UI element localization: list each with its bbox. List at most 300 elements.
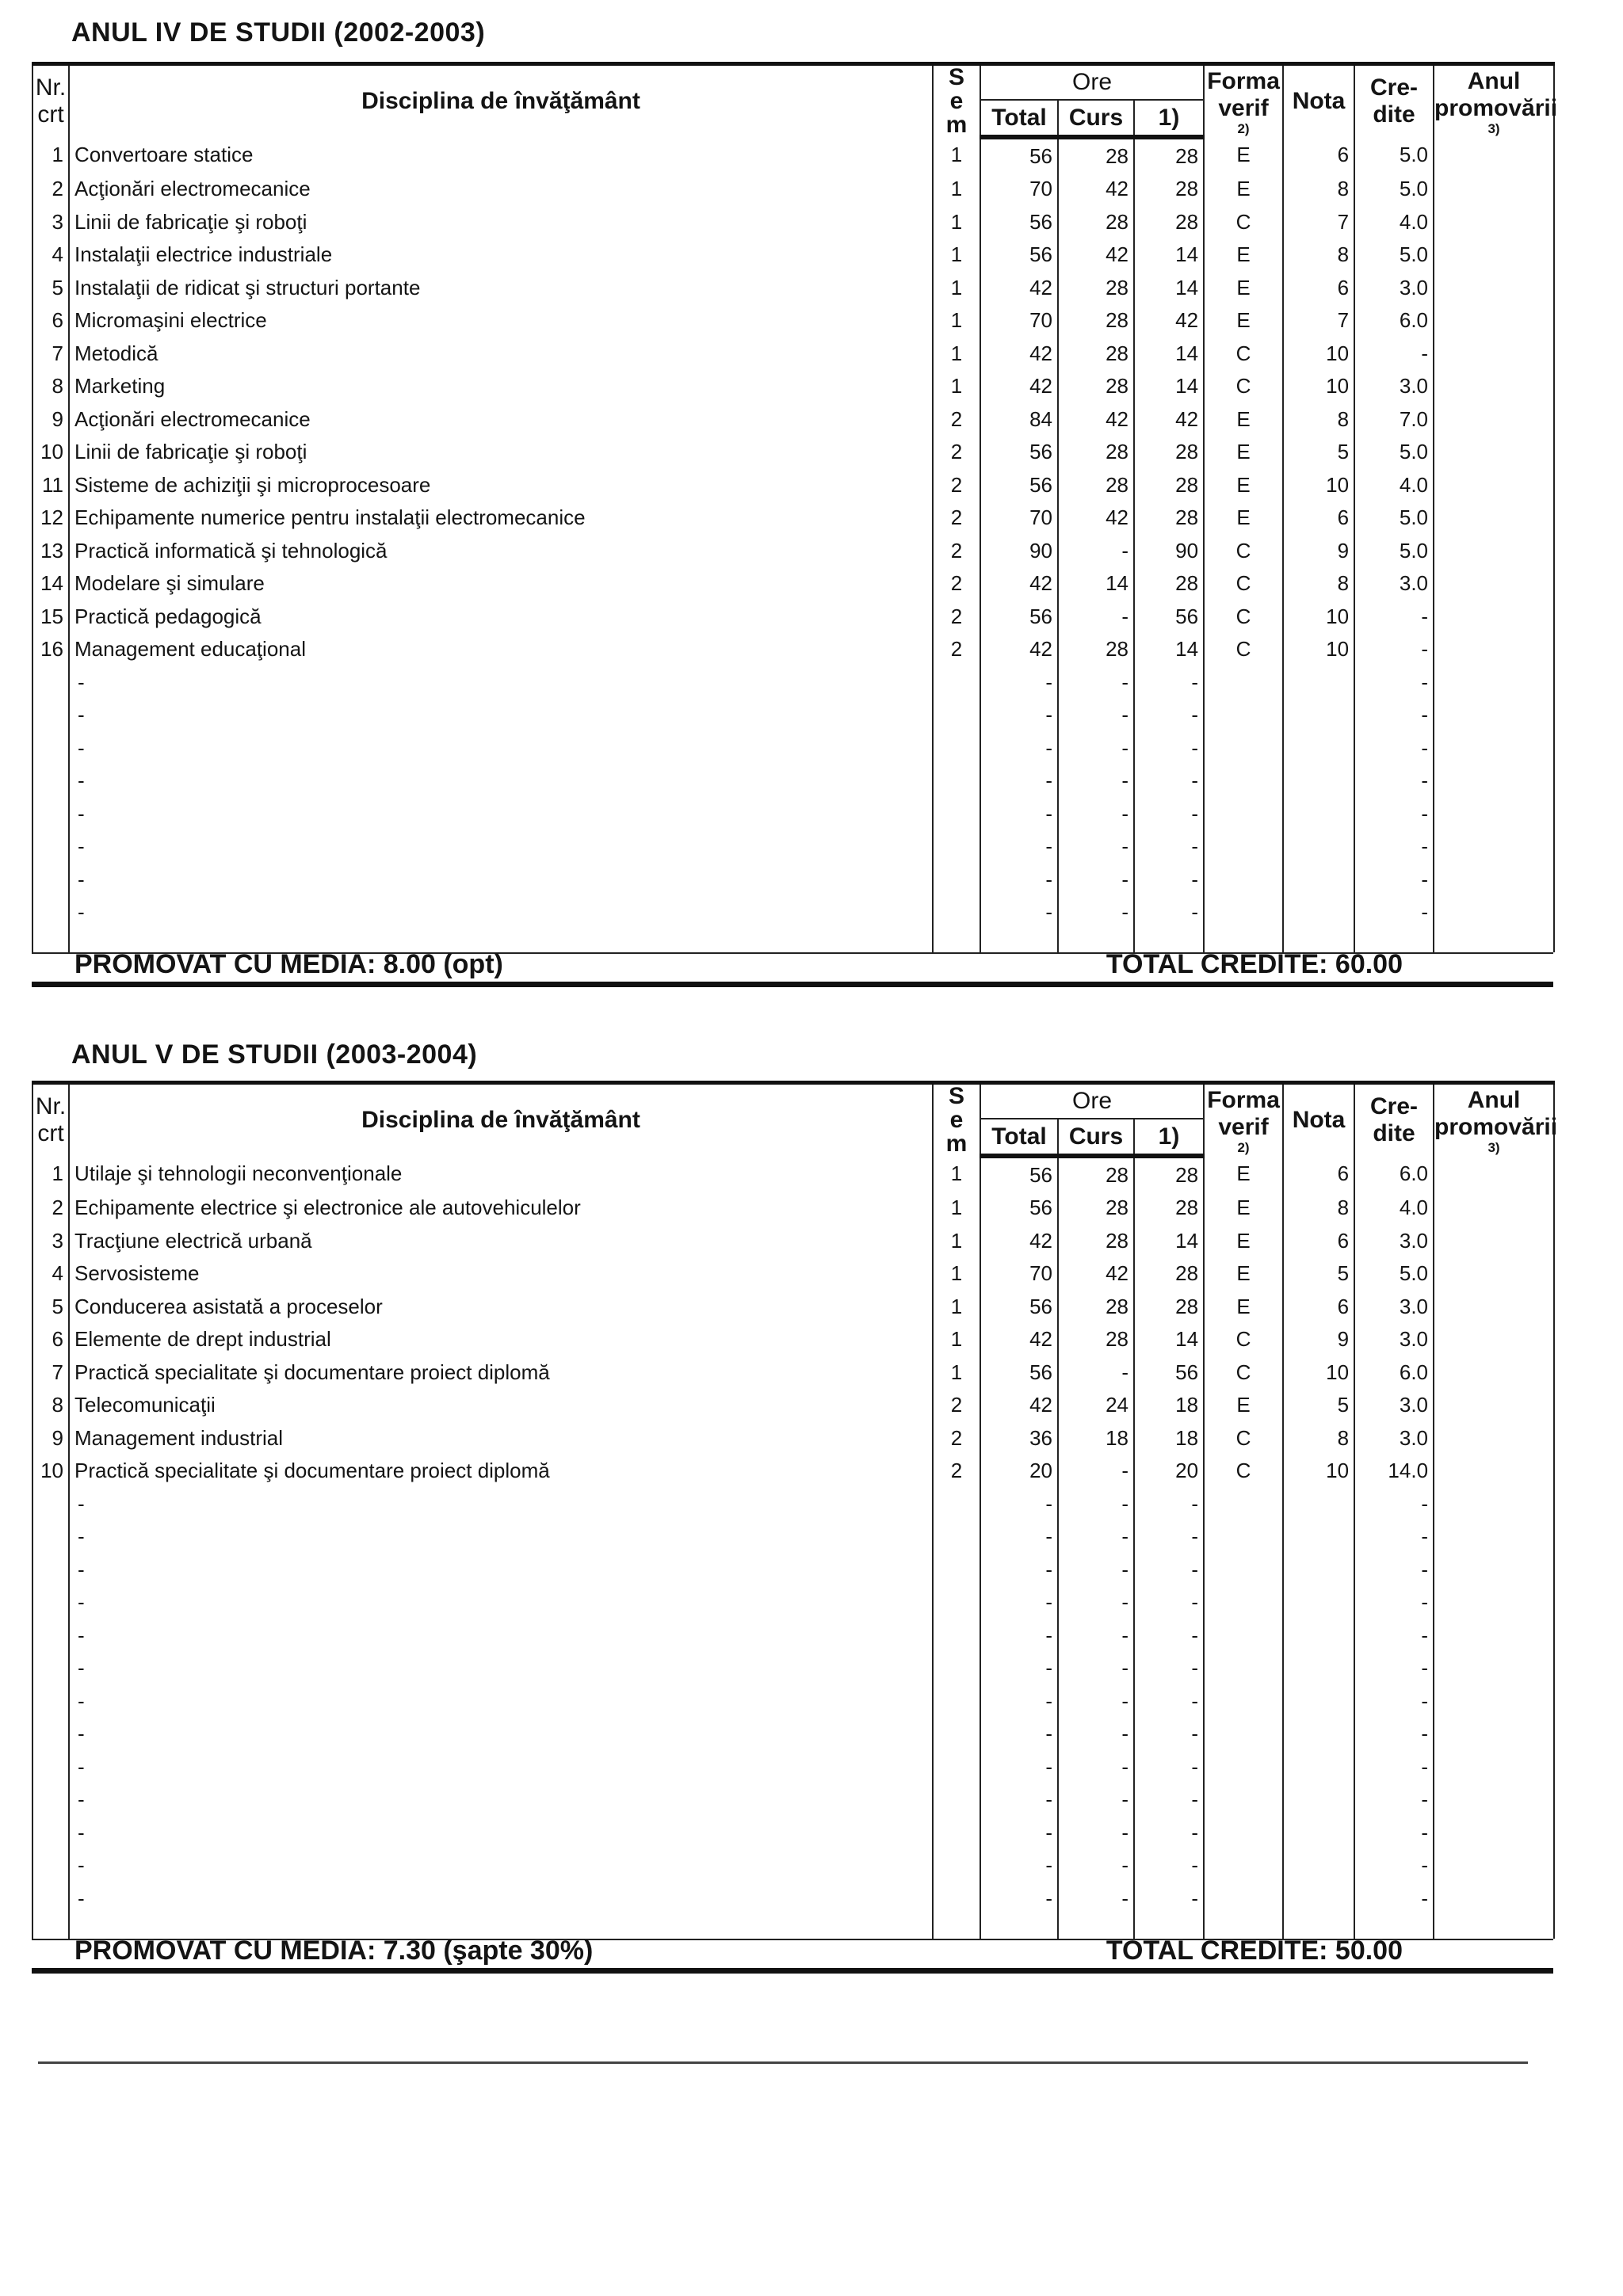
cell-forma (1204, 1750, 1283, 1783)
cell-nota: 6 (1283, 1290, 1354, 1323)
cell-forma: C (1204, 1323, 1283, 1356)
cell-forma: E (1204, 1192, 1283, 1225)
cell-total: 70 (980, 304, 1058, 338)
table-row (32, 1421, 1554, 1455)
cell-nr: 6 (32, 304, 69, 338)
year-title: ANUL IV DE STUDII (2002-2003) (71, 17, 486, 48)
cell-forma (1204, 863, 1283, 896)
cell-forma (1204, 896, 1283, 929)
table-row (32, 633, 1554, 666)
cell-forma (1204, 1684, 1283, 1718)
cell-nr (32, 1520, 69, 1554)
cell-credite: - (1354, 600, 1434, 633)
cell-credite: 6.0 (1354, 304, 1434, 338)
cell-total: 56 (980, 436, 1058, 469)
cell-disciplina: Acţionări electromecanice (69, 402, 933, 436)
cell-curs: - (1058, 1849, 1134, 1882)
cell-disciplina: Micromaşini electrice (69, 304, 933, 338)
cell-nr: 6 (32, 1323, 69, 1356)
cell-sem (933, 830, 980, 864)
cell-nr: 16 (32, 633, 69, 666)
cell-credite: 5.0 (1354, 436, 1434, 469)
cell-curs: 14 (1058, 567, 1134, 601)
cell-disciplina: - (69, 1783, 933, 1817)
cell-curs: - (1058, 731, 1134, 765)
cell-curs: - (1058, 1750, 1134, 1783)
cell-total: 70 (980, 173, 1058, 206)
cell-anul (1434, 1224, 1554, 1257)
cell-disciplina: Elemente de drept industrial (69, 1323, 933, 1356)
cell-total: - (980, 1553, 1058, 1586)
cell-sem: 1 (933, 304, 980, 338)
cell-curs: - (1058, 600, 1134, 633)
table-row (32, 436, 1554, 469)
table-row (32, 1816, 1554, 1849)
ore-header: Ore (980, 1083, 1204, 1119)
cell-nr: 1 (32, 137, 69, 173)
cell-forma: C (1204, 1455, 1283, 1488)
cell-curs: 42 (1058, 1257, 1134, 1291)
cell-nota (1283, 1849, 1354, 1882)
cell-anul (1434, 1849, 1554, 1882)
table-row (32, 137, 1554, 173)
cell-col1: - (1134, 1619, 1204, 1652)
cell-credite: 3.0 (1354, 1323, 1434, 1356)
cell-disciplina: Echipamente numerice pentru instalaţii electromecanice (69, 502, 933, 535)
cell-col1: 42 (1134, 304, 1204, 338)
cell-col1: 18 (1134, 1421, 1204, 1455)
cell-disciplina: Management industrial (69, 1421, 933, 1455)
cell-sem (933, 1652, 980, 1685)
table-row (32, 1718, 1554, 1751)
cell-curs: - (1058, 863, 1134, 896)
cell-total: - (980, 731, 1058, 765)
cell-curs: 28 (1058, 304, 1134, 338)
cell-anul (1434, 370, 1554, 403)
cell-disciplina: - (69, 666, 933, 699)
cell-disciplina: - (69, 1553, 933, 1586)
cell-col1: - (1134, 1553, 1204, 1586)
cell-disciplina: Metodică (69, 337, 933, 370)
table-row (32, 1684, 1554, 1718)
cell-total: 42 (980, 1323, 1058, 1356)
cell-credite: - (1354, 1849, 1434, 1882)
cell-col1: 56 (1134, 600, 1204, 633)
cell-forma (1204, 1586, 1283, 1619)
cell-total: - (980, 1816, 1058, 1849)
cell-curs: 28 (1058, 633, 1134, 666)
cell-sem (933, 1816, 980, 1849)
cell-credite: - (1354, 337, 1434, 370)
summary-bar (32, 949, 1553, 987)
cell-total: 56 (980, 600, 1058, 633)
grades-table (32, 62, 1558, 952)
cell-credite: 5.0 (1354, 137, 1434, 173)
cell-credite: - (1354, 1816, 1434, 1849)
cell-total: 42 (980, 1389, 1058, 1422)
cell-forma: E (1204, 502, 1283, 535)
cell-anul (1434, 1718, 1554, 1751)
anul-promovarii-header: Anul promovării 3) (1434, 64, 1554, 138)
cell-nr: 7 (32, 337, 69, 370)
cell-nr: 3 (32, 205, 69, 238)
cell-total: 56 (980, 1192, 1058, 1225)
cell-sem: 1 (933, 337, 980, 370)
nr-header: Nr. crt (32, 1083, 69, 1157)
cell-nota: 6 (1283, 137, 1354, 173)
cell-total: 42 (980, 1224, 1058, 1257)
nr-header: Nr. crt (32, 64, 69, 138)
cell-nota (1283, 666, 1354, 699)
cell-nota (1283, 699, 1354, 732)
cell-forma: C (1204, 1421, 1283, 1455)
cell-credite: 6.0 (1354, 1356, 1434, 1389)
cell-col1: - (1134, 830, 1204, 864)
cell-credite: - (1354, 1750, 1434, 1783)
cell-anul (1434, 1389, 1554, 1422)
cell-anul (1434, 731, 1554, 765)
cell-curs: 28 (1058, 1224, 1134, 1257)
cell-nr: 15 (32, 600, 69, 633)
cell-nr: 2 (32, 173, 69, 206)
cell-nota: 8 (1283, 238, 1354, 272)
cell-credite: - (1354, 797, 1434, 830)
cell-total: 90 (980, 534, 1058, 567)
cell-anul (1434, 797, 1554, 830)
cell-sem: 2 (933, 534, 980, 567)
sem-header: S e m (933, 64, 980, 138)
cell-nr: 4 (32, 1257, 69, 1291)
cell-credite: 3.0 (1354, 1290, 1434, 1323)
cell-credite: 3.0 (1354, 1224, 1434, 1257)
cell-sem (933, 863, 980, 896)
cell-anul (1434, 1816, 1554, 1849)
cell-col1: 28 (1134, 502, 1204, 535)
cell-nota: 8 (1283, 1192, 1354, 1225)
cell-nr (32, 1684, 69, 1718)
cell-anul (1434, 1520, 1554, 1554)
table-row (32, 1849, 1554, 1882)
cell-sem: 1 (933, 1257, 980, 1291)
table-row (32, 502, 1554, 535)
cell-col1: - (1134, 1783, 1204, 1817)
cell-credite: - (1354, 1652, 1434, 1685)
cell-nota: 9 (1283, 534, 1354, 567)
cell-col1: 90 (1134, 534, 1204, 567)
cell-disciplina: Echipamente electrice şi electronice ale autovehiculelor (69, 1192, 933, 1225)
cell-curs: 28 (1058, 1192, 1134, 1225)
cell-curs: - (1058, 1652, 1134, 1685)
cell-nr (32, 896, 69, 929)
cell-nota: 10 (1283, 1455, 1354, 1488)
cell-anul (1434, 1619, 1554, 1652)
cell-nr: 8 (32, 1389, 69, 1422)
total-credite: TOTAL CREDITE: 60.00 (1106, 949, 1403, 979)
cell-disciplina: - (69, 1718, 933, 1751)
cell-nr: 13 (32, 534, 69, 567)
cell-curs: - (1058, 1356, 1134, 1389)
cell-anul (1434, 699, 1554, 732)
cell-anul (1434, 1652, 1554, 1685)
table-row (32, 830, 1554, 864)
cell-sem: 2 (933, 600, 980, 633)
cell-nr (32, 797, 69, 830)
cell-col1: 20 (1134, 1455, 1204, 1488)
cell-nr: 4 (32, 238, 69, 272)
cell-credite: 5.0 (1354, 238, 1434, 272)
cell-disciplina: - (69, 1750, 933, 1783)
cell-anul (1434, 534, 1554, 567)
cell-nr (32, 1750, 69, 1783)
cell-total: - (980, 1750, 1058, 1783)
cell-nr (32, 1652, 69, 1685)
forma-header: Forma verif 2) (1204, 64, 1283, 138)
cell-sem: 2 (933, 468, 980, 502)
cell-nr (32, 731, 69, 765)
table-row (32, 1520, 1554, 1554)
cell-nota (1283, 1684, 1354, 1718)
cell-col1: - (1134, 1586, 1204, 1619)
credite-header: Cre- dite (1354, 1083, 1434, 1157)
cell-col1: - (1134, 1849, 1204, 1882)
cell-sem: 1 (933, 137, 980, 173)
cell-curs: - (1058, 666, 1134, 699)
cell-sem: 2 (933, 567, 980, 601)
cell-credite: 5.0 (1354, 534, 1434, 567)
cell-nr (32, 929, 69, 952)
cell-curs: 28 (1058, 1156, 1134, 1192)
cell-forma: C (1204, 205, 1283, 238)
cell-col1: - (1134, 1487, 1204, 1520)
col1-header: 1) (1134, 100, 1204, 137)
cell-curs: 28 (1058, 1323, 1134, 1356)
cell-curs: - (1058, 1619, 1134, 1652)
cell-disciplina: Management educaţional (69, 633, 933, 666)
cell-forma: E (1204, 1389, 1283, 1422)
cell-credite: - (1354, 1520, 1434, 1554)
cell-curs: - (1058, 1520, 1134, 1554)
cell-sem: 1 (933, 370, 980, 403)
cell-sem: 1 (933, 1356, 980, 1389)
cell-sem (933, 1487, 980, 1520)
cell-disciplina: - (69, 1586, 933, 1619)
cell-col1: 14 (1134, 238, 1204, 272)
table-row (32, 1553, 1554, 1586)
cell-nota: 5 (1283, 1257, 1354, 1291)
cell-anul (1434, 1455, 1554, 1488)
cell-anul (1434, 337, 1554, 370)
cell-forma: E (1204, 468, 1283, 502)
cell-col1: - (1134, 797, 1204, 830)
cell-forma: C (1204, 600, 1283, 633)
cell-nota: 5 (1283, 1389, 1354, 1422)
cell-forma: C (1204, 370, 1283, 403)
cell-credite: - (1354, 1487, 1434, 1520)
cell-curs: - (1058, 1882, 1134, 1915)
cell-forma (1204, 699, 1283, 732)
cell-forma: E (1204, 238, 1283, 272)
cell-credite: 4.0 (1354, 205, 1434, 238)
cell-disciplina: Convertoare statice (69, 137, 933, 173)
cell-total: 42 (980, 567, 1058, 601)
cell-nota: 6 (1283, 271, 1354, 304)
cell-disciplina: Conducerea asistată a proceselor (69, 1290, 933, 1323)
cell-sem: 2 (933, 1421, 980, 1455)
table-row (32, 534, 1554, 567)
disciplina-header: Disciplina de învăţământ (69, 64, 933, 138)
cell-credite: 4.0 (1354, 1192, 1434, 1225)
table-row (32, 1783, 1554, 1817)
cell-sem (933, 797, 980, 830)
cell-nota: 10 (1283, 370, 1354, 403)
cell-disciplina: - (69, 896, 933, 929)
cell-nota: 5 (1283, 436, 1354, 469)
cell-sem (933, 1586, 980, 1619)
cell-nota (1283, 1553, 1354, 1586)
cell-col1: 14 (1134, 337, 1204, 370)
cell-anul (1434, 238, 1554, 272)
sem-header: S e m (933, 1083, 980, 1157)
cell-sem: 2 (933, 402, 980, 436)
table-row (32, 731, 1554, 765)
cell-nr: 12 (32, 502, 69, 535)
cell-nr (32, 1882, 69, 1915)
cell-curs: 24 (1058, 1389, 1134, 1422)
cell-col1: 28 (1134, 1192, 1204, 1225)
cell-total (980, 929, 1058, 952)
cell-disciplina: - (69, 830, 933, 864)
cell-anul (1434, 1290, 1554, 1323)
cell-disciplina: Acţionări electromecanice (69, 173, 933, 206)
table-row (32, 402, 1554, 436)
cell-anul (1434, 1487, 1554, 1520)
cell-disciplina: - (69, 1684, 933, 1718)
cell-nr: 11 (32, 468, 69, 502)
cell-total: 42 (980, 633, 1058, 666)
cell-nr: 14 (32, 567, 69, 601)
cell-nota (1283, 896, 1354, 929)
cell-sem (933, 1750, 980, 1783)
cell-total: 56 (980, 1156, 1058, 1192)
cell-nota: 10 (1283, 468, 1354, 502)
cell-col1: 18 (1134, 1389, 1204, 1422)
cell-col1: 28 (1134, 567, 1204, 601)
year-title: ANUL V DE STUDII (2003-2004) (71, 1039, 478, 1070)
cell-anul (1434, 1783, 1554, 1817)
cell-total: - (980, 863, 1058, 896)
cell-nr: 2 (32, 1192, 69, 1225)
cell-curs: 28 (1058, 205, 1134, 238)
forma-header: Forma verif 2) (1204, 1083, 1283, 1157)
cell-nota (1283, 1882, 1354, 1915)
cell-total: - (980, 1520, 1058, 1554)
cell-nota (1283, 1816, 1354, 1849)
cell-disciplina: - (69, 1816, 933, 1849)
cell-col1: 14 (1134, 1224, 1204, 1257)
cell-nr (32, 1718, 69, 1751)
cell-total: 42 (980, 337, 1058, 370)
cell-nota: 6 (1283, 1156, 1354, 1192)
cell-total: 42 (980, 271, 1058, 304)
total-header: Total (980, 100, 1058, 137)
cell-anul (1434, 666, 1554, 699)
cell-total: 56 (980, 205, 1058, 238)
cell-total: - (980, 1718, 1058, 1751)
cell-forma (1204, 1553, 1283, 1586)
cell-disciplina: Practică pedagogică (69, 600, 933, 633)
cell-total: - (980, 1882, 1058, 1915)
table-row (32, 666, 1554, 699)
cell-credite: - (1354, 896, 1434, 929)
cell-col1: - (1134, 1750, 1204, 1783)
cell-sem: 1 (933, 1156, 980, 1192)
cell-credite: - (1354, 1684, 1434, 1718)
cell-curs: - (1058, 1816, 1134, 1849)
cell-sem (933, 1783, 980, 1817)
cell-total: - (980, 1586, 1058, 1619)
table-row (32, 173, 1554, 206)
cell-nr (32, 1586, 69, 1619)
table-row (32, 238, 1554, 272)
cell-col1: - (1134, 1882, 1204, 1915)
cell-total: - (980, 797, 1058, 830)
cell-anul (1434, 436, 1554, 469)
cell-sem (933, 765, 980, 798)
cell-anul (1434, 137, 1554, 173)
divider (38, 2061, 1528, 2064)
curs-header: Curs (1058, 100, 1134, 137)
cell-col1: 14 (1134, 271, 1204, 304)
cell-curs: 28 (1058, 271, 1134, 304)
cell-credite: - (1354, 1586, 1434, 1619)
table-row (32, 1882, 1554, 1915)
table-body (32, 1156, 1554, 1939)
cell-curs: - (1058, 1586, 1134, 1619)
cell-col1: 28 (1134, 173, 1204, 206)
cell-forma (1204, 1882, 1283, 1915)
cell-curs: 28 (1058, 337, 1134, 370)
cell-credite: - (1354, 1718, 1434, 1751)
cell-col1: 28 (1134, 1156, 1204, 1192)
cell-forma: E (1204, 402, 1283, 436)
cell-sem (933, 1619, 980, 1652)
cell-credite: 5.0 (1354, 173, 1434, 206)
cell-anul (1434, 830, 1554, 864)
cell-sem: 1 (933, 271, 980, 304)
cell-nota: 10 (1283, 1356, 1354, 1389)
cell-forma (1204, 666, 1283, 699)
cell-sem (933, 1849, 980, 1882)
cell-sem: 1 (933, 173, 980, 206)
cell-nota: 6 (1283, 502, 1354, 535)
cell-total: 56 (980, 1290, 1058, 1323)
cell-anul (1434, 1192, 1554, 1225)
cell-disciplina: Linii de fabricaţie şi roboţi (69, 205, 933, 238)
cell-col1: 56 (1134, 1356, 1204, 1389)
cell-col1: 28 (1134, 137, 1204, 173)
cell-nota: 10 (1283, 337, 1354, 370)
cell-forma: E (1204, 271, 1283, 304)
cell-anul (1434, 1586, 1554, 1619)
cell-credite: - (1354, 699, 1434, 732)
cell-credite: 3.0 (1354, 370, 1434, 403)
grades-table (32, 1081, 1558, 1939)
table-row (32, 337, 1554, 370)
cell-credite: 4.0 (1354, 468, 1434, 502)
table-row (32, 370, 1554, 403)
cell-curs: - (1058, 765, 1134, 798)
cell-forma: E (1204, 1257, 1283, 1291)
